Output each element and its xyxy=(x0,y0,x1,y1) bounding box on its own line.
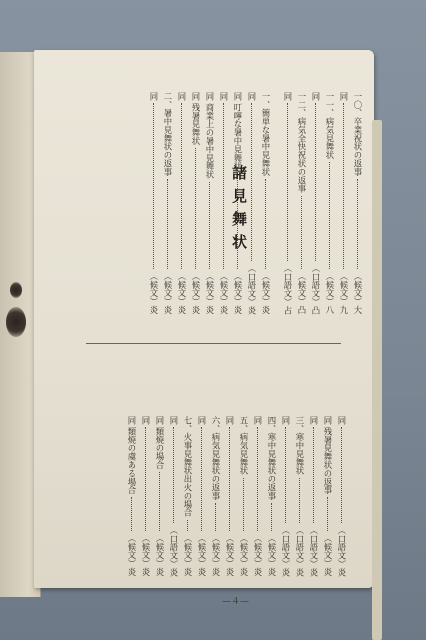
toc-entry-label: 同 xyxy=(311,92,321,101)
toc-entry-label: 同 xyxy=(337,416,347,425)
toc-entry-page: （候文）炎 xyxy=(219,272,229,314)
leader-dots xyxy=(328,162,330,269)
toc-entry-page: （口語文）炎 xyxy=(295,525,305,576)
toc-entry xyxy=(336,416,346,576)
toc-entry-page: （候文）炎 xyxy=(267,534,277,576)
leader-dots xyxy=(208,182,210,269)
toc-entry-page: （候文）炎 xyxy=(163,272,173,314)
toc-entry-page: （候文）炎 xyxy=(239,534,249,576)
leader-dots xyxy=(286,103,288,260)
toc-entry-page: （口語文）炎 xyxy=(309,525,319,576)
toc-entry xyxy=(296,92,306,314)
toc-entry-label: 七、火事見舞状出火の場合 xyxy=(183,416,193,517)
toc-entry-label: 三、寒中見舞状 xyxy=(295,416,305,475)
toc-entry-label: 同 類焼の場合 xyxy=(155,416,165,470)
leader-dots xyxy=(256,427,258,531)
toc-entry-label: 二、暑中見舞状の返事 xyxy=(163,92,173,176)
bottom-toc-columns xyxy=(126,416,346,576)
toc-entry-page: （口語文）占 xyxy=(283,263,293,314)
toc-entry xyxy=(266,416,276,576)
toc-entry xyxy=(280,416,290,576)
toc-entry xyxy=(308,416,318,576)
toc-entry-label: 同 xyxy=(177,92,187,101)
leader-dots xyxy=(228,427,230,531)
toc-entry-page: （候文）炎 xyxy=(205,272,215,314)
toc-entry-label: 六、病気見舞状の返事 xyxy=(211,416,221,500)
toc-entry-label: 同 xyxy=(169,416,179,425)
leader-dots xyxy=(130,497,132,531)
toc-entry-page: （口語文）炎 xyxy=(281,525,291,576)
toc-entry xyxy=(154,416,164,576)
toc-entry-label: 同 残暑見舞状の返事 xyxy=(323,416,333,495)
toc-entry-label: 同 類焼の虞ある場合 xyxy=(127,416,137,495)
toc-entry-page: （候文）炎 xyxy=(253,534,263,576)
toc-entry-label: 同 xyxy=(309,416,319,425)
toc-entry xyxy=(126,416,136,576)
toc-entry-page: （候文）炎 xyxy=(197,534,207,576)
toc-entry xyxy=(252,416,262,576)
leader-dots xyxy=(152,103,154,269)
toc-entry-page: （候文）炎 xyxy=(155,534,165,576)
toc-entry xyxy=(182,416,192,576)
leader-dots xyxy=(284,427,286,522)
toc-entry-page: （候文）炎 xyxy=(149,272,159,314)
toc-entry xyxy=(352,92,362,314)
toc-entry xyxy=(190,92,200,314)
page-number: —４— xyxy=(222,597,250,607)
leader-dots xyxy=(144,427,146,531)
toc-entry-page: （候文）炎 xyxy=(323,534,333,576)
leader-dots xyxy=(298,478,300,523)
toc-entry xyxy=(210,416,220,576)
toc-entry-label: 同 叮嚀な暑中見舞状 xyxy=(233,92,243,171)
leader-dots xyxy=(326,497,328,531)
toc-entry-label: 同 xyxy=(281,416,291,425)
toc-entry-page: （候文）炎 xyxy=(233,272,243,314)
toc-entry-label: 一〇、卒業祝状の返事 xyxy=(353,92,363,176)
toc-entry-page: （候文）八 xyxy=(325,272,335,314)
toc-entry-label: 五、病気見舞状 xyxy=(239,416,249,475)
leader-dots xyxy=(340,427,342,522)
leader-dots xyxy=(166,179,168,269)
toc-entry-page: （候文）炎 xyxy=(261,272,271,314)
leader-dots xyxy=(264,179,266,269)
toc-entry-label: 同 xyxy=(219,92,229,101)
toc-entry-label: 同 xyxy=(149,92,159,101)
toc-entry-label: 同 xyxy=(197,416,207,425)
toc-entry xyxy=(176,92,186,314)
bottom-section xyxy=(34,350,374,588)
toc-entry xyxy=(310,92,320,314)
toc-entry-page: （候文）炎 xyxy=(225,534,235,576)
leader-dots xyxy=(342,103,344,269)
leader-dots xyxy=(222,103,224,269)
toc-entry-label: 同 商業上の暑中見舞状 xyxy=(205,92,215,179)
leader-dots xyxy=(214,503,216,531)
leader-dots xyxy=(270,503,272,531)
toc-entry xyxy=(196,416,206,576)
ink-stain xyxy=(10,282,22,298)
toc-entry-page: （候文）凸 xyxy=(297,272,307,314)
toc-entry-label: 一一、病気見舞状 xyxy=(325,92,335,160)
toc-entry-page: （候文）炎 xyxy=(141,534,151,576)
toc-entry-label: 同 xyxy=(253,416,263,425)
toc-entry xyxy=(148,92,158,314)
toc-entry-label: 四、寒中見舞状の返事 xyxy=(267,416,277,500)
leader-dots xyxy=(250,103,252,260)
toc-entry-page: （口語文）炎 xyxy=(247,263,257,314)
toc-entry-label: 同 残暑見舞状 xyxy=(191,92,201,146)
toc-entry-label: 同 xyxy=(339,92,349,101)
toc-entry-label: 一、簡単な暑中見舞状 xyxy=(261,92,271,176)
leader-dots xyxy=(312,427,314,522)
toc-entry-page: （候文）炎 xyxy=(177,272,187,314)
toc-entry xyxy=(322,416,332,576)
leader-dots xyxy=(172,427,174,522)
document-page xyxy=(34,50,374,607)
leader-dots xyxy=(180,103,182,269)
toc-entry xyxy=(260,92,270,314)
toc-entry-label: 同 xyxy=(247,92,257,101)
toc-entry-page: （候文）炎 xyxy=(211,534,221,576)
toc-entry-label: 一二、病気全快祝状の返事 xyxy=(297,92,307,193)
toc-entry-page: （候文）九 xyxy=(339,272,349,314)
toc-entry-page: （候文）炎 xyxy=(191,272,201,314)
ink-stain xyxy=(6,307,26,337)
toc-entry-page: （候文）炎 xyxy=(127,534,137,576)
toc-entry xyxy=(224,416,234,576)
top-section xyxy=(34,50,374,346)
toc-entry xyxy=(140,416,150,576)
leader-dots xyxy=(242,478,244,531)
toc-entry-page: （口語文）凸 xyxy=(311,263,321,314)
toc-entry xyxy=(238,416,248,576)
leader-dots xyxy=(300,196,302,269)
toc-entry xyxy=(294,416,304,576)
toc-entry-page: （口語文）炎 xyxy=(169,525,179,576)
toc-entry xyxy=(338,92,348,314)
top-toc-columns xyxy=(148,92,362,314)
leader-dots xyxy=(314,103,316,260)
leader-dots xyxy=(158,472,160,531)
toc-entry xyxy=(168,416,178,576)
toc-entry-label: 同 xyxy=(225,416,235,425)
toc-entry xyxy=(204,92,214,314)
toc-entry-label: 同 xyxy=(141,416,151,425)
toc-entry xyxy=(324,92,334,314)
leader-dots xyxy=(194,148,196,269)
leader-dots xyxy=(200,427,202,531)
toc-entry-page: （候文）大 xyxy=(353,272,363,314)
toc-entry xyxy=(162,92,172,314)
toc-entry xyxy=(282,92,292,314)
toc-entry-page: （候文）炎 xyxy=(183,534,193,576)
leader-dots xyxy=(356,179,358,269)
section-divider xyxy=(86,343,341,344)
toc-entry-label: 同 xyxy=(283,92,293,101)
leader-dots xyxy=(186,520,188,531)
toc-entry-page: （口語文）炎 xyxy=(337,525,347,576)
section-title: 諸見舞状 xyxy=(230,165,248,257)
toc-entry xyxy=(218,92,228,314)
